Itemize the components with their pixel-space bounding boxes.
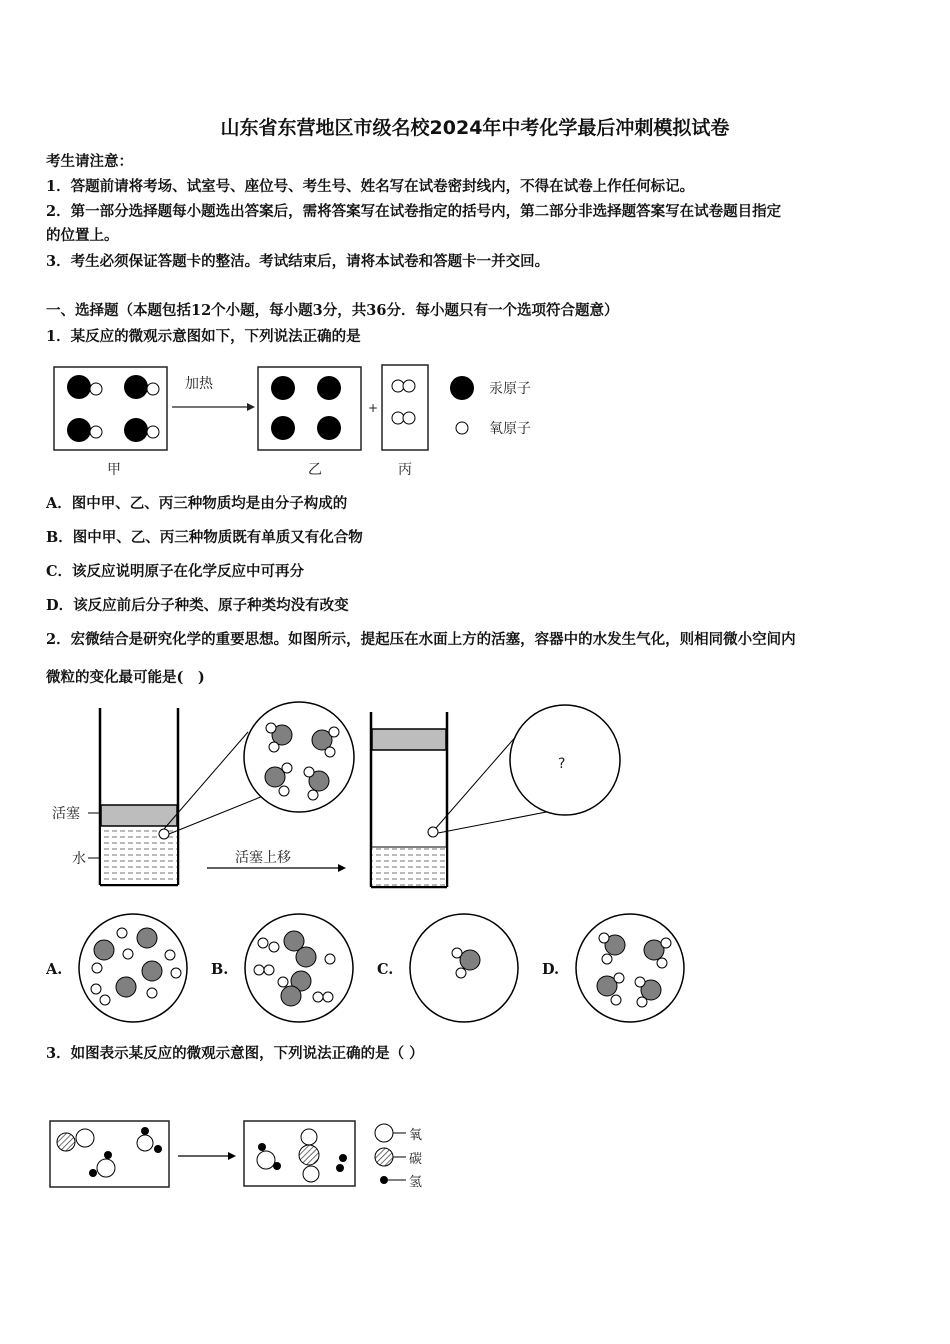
q1-option-a[interactable]: A．图中甲、乙、丙三种物质均是由分子构成的 — [46, 495, 348, 512]
label-jia: 甲 — [107, 462, 121, 478]
container-before — [88, 708, 178, 885]
zoom-bubble-after — [510, 705, 620, 815]
q1-figure — [54, 365, 531, 478]
water-label: 水 — [72, 851, 86, 867]
notice-item: 3．考生必须保证答题卡的整洁。考试结束后，请将本试卷和答题卡一并交回。 — [46, 253, 550, 270]
q1-option-c[interactable]: C．该反应说明原子在化学反应中可再分 — [46, 563, 305, 580]
zoom-bubble-before — [244, 702, 354, 812]
label-yi: 乙 — [308, 462, 322, 478]
piston[interactable] — [101, 805, 177, 826]
plus-sign: + — [368, 401, 379, 415]
q2-option-c-label[interactable]: C. — [377, 961, 394, 978]
q2-option-a-diagram[interactable] — [79, 914, 187, 1022]
label-bing: 丙 — [398, 462, 412, 478]
q2-option-d-label[interactable]: D. — [542, 961, 560, 978]
reaction-arrow-head — [247, 403, 255, 411]
notice-item: 2．第一部分选择题每小题选出答案后，需将答案写在试卷指定的括号内，第二部分非选择题答案写在试卷题目指定 — [46, 203, 782, 220]
question-2-stem-cont: 微粒的变化最可能是( ) — [46, 669, 205, 686]
oxygen-legend-icon — [375, 1124, 393, 1142]
legend-oxygen: 氧 — [409, 1128, 423, 1143]
q2-option-c-diagram[interactable] — [410, 914, 518, 1022]
section-heading: 一、选择题（本题包括12个小题，每小题3分，共36分．每小题只有一个选项符合题意） — [46, 302, 619, 319]
q2-figure — [52, 702, 684, 1022]
container-after — [371, 712, 447, 887]
reactant-box — [50, 1121, 169, 1187]
arrow-label-heat: 加热 — [185, 376, 213, 392]
q2-option-a-label[interactable]: A. — [46, 961, 63, 978]
box-bing — [382, 365, 428, 450]
q2-option-b-diagram[interactable] — [245, 914, 353, 1022]
legend-hydrogen: 氢 — [409, 1175, 423, 1190]
q2-option-b-label[interactable]: B. — [211, 961, 229, 978]
question-2-stem: 2．宏微结合是研究化学的重要思想。如图所示，提起压在水面上方的活塞，容器中的水发生气化，则相同微小空间内 — [46, 631, 796, 648]
oxygen-atom-legend-icon — [456, 422, 468, 434]
notice-item: 的位置上。 — [46, 227, 119, 244]
legend-carbon: 碳 — [409, 1152, 423, 1167]
mercury-atom-legend-icon — [450, 376, 474, 400]
question-3-stem: 3．如图表示某反应的微观示意图，下列说法正确的是（ ） — [46, 1045, 424, 1062]
arrow-label-piston-up: 活塞上移 — [235, 850, 291, 866]
carbon-legend-icon — [375, 1148, 393, 1166]
q3-figure — [50, 1121, 422, 1190]
notice-item: 1．答题前请将考场、试室号、座位号、考生号、姓名写在试卷密封线内，不得在试卷上作任何标记。 — [46, 178, 695, 195]
page-title: 山东省东营地区市级名校2024年中考化学最后冲刺模拟试卷 — [220, 117, 730, 139]
question-1-stem: 1．某反应的微观示意图如下，下列说法正确的是 — [46, 328, 361, 345]
piston-raised[interactable] — [372, 729, 446, 750]
legend-oxygen: 氧原子 — [489, 421, 531, 437]
product-box — [244, 1121, 355, 1186]
hydrogen-legend-icon — [380, 1176, 388, 1184]
q1-option-b[interactable]: B．图中甲、乙、丙三种物质既有单质又有化合物 — [46, 529, 363, 546]
unknown-mark: ? — [558, 756, 566, 772]
q2-option-d-diagram[interactable] — [576, 914, 684, 1022]
piston-label: 活塞 — [52, 806, 80, 822]
box-yi — [258, 367, 361, 450]
box-jia — [54, 367, 167, 450]
notice-heading: 考生请注意： — [46, 153, 133, 170]
q1-option-d[interactable]: D．该反应前后分子种类、原子种类均没有改变 — [46, 597, 349, 614]
legend-mercury: 汞原子 — [489, 381, 531, 397]
